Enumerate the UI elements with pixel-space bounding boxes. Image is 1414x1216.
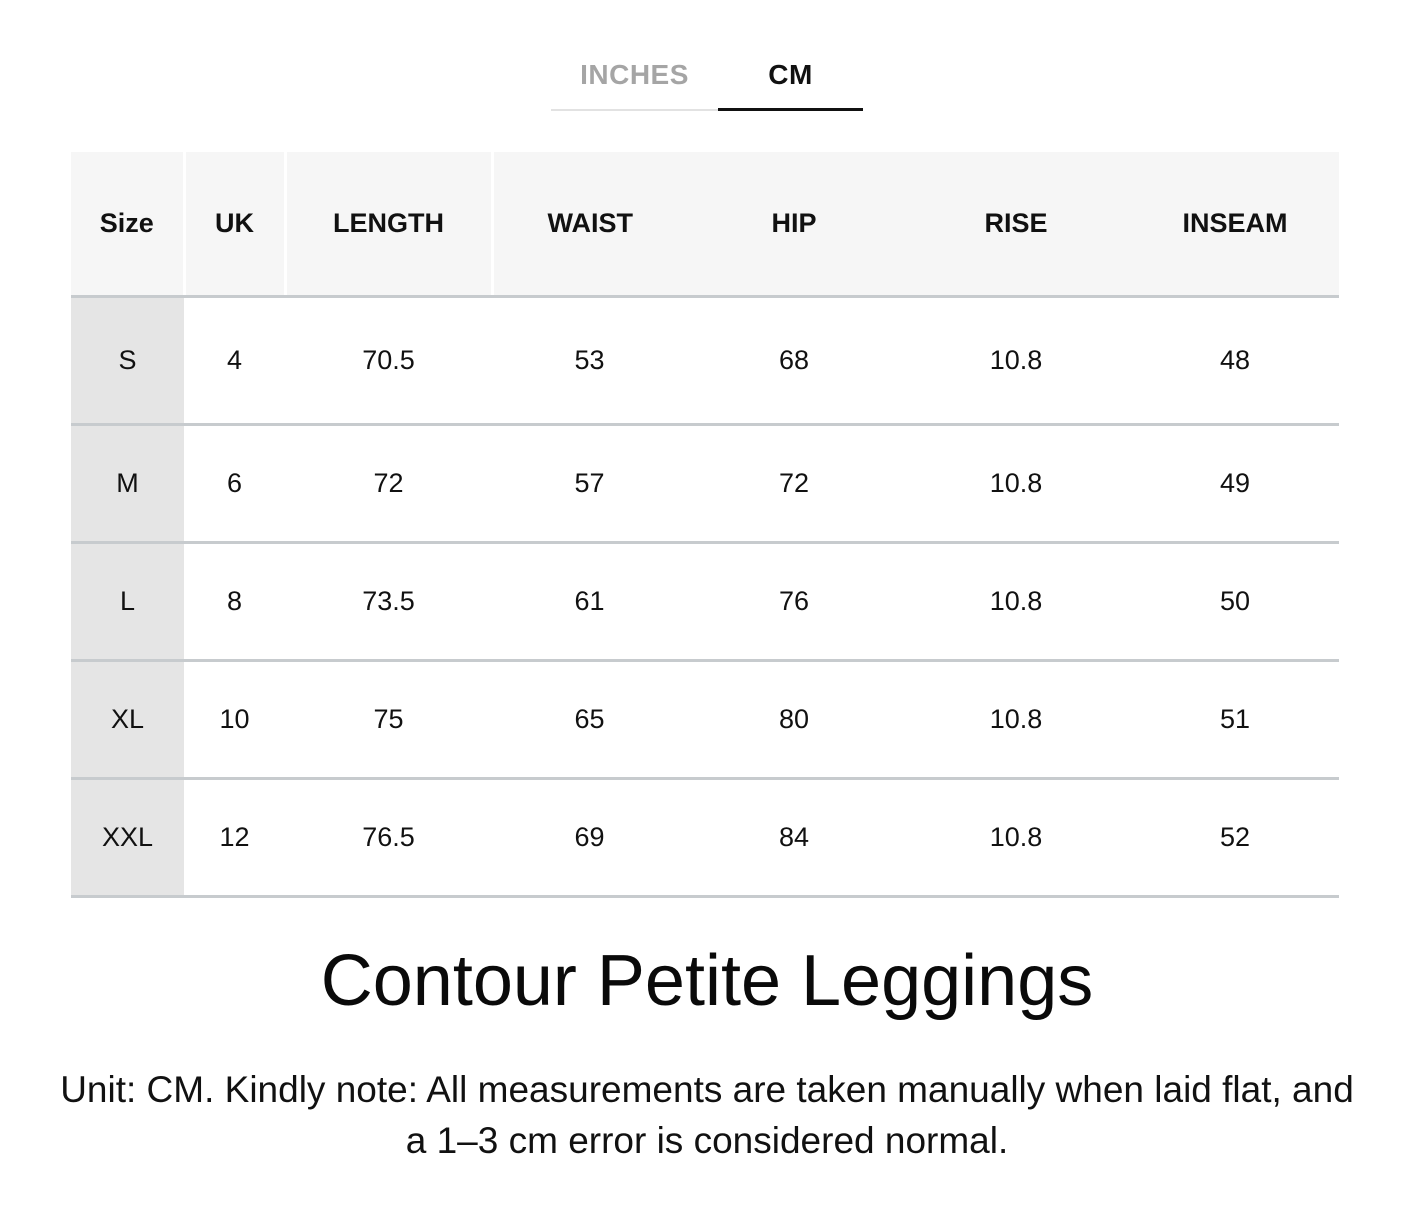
cell-hip: 76 — [687, 542, 901, 660]
tab-inches[interactable]: INCHES — [580, 59, 689, 90]
cell-size: S — [71, 296, 184, 424]
cell-inseam: 50 — [1131, 542, 1339, 660]
cell-inseam: 52 — [1131, 778, 1339, 896]
cell-inseam: 49 — [1131, 424, 1339, 542]
cell-length: 75 — [285, 660, 492, 778]
cell-waist: 57 — [492, 424, 687, 542]
cell-hip: 80 — [687, 660, 901, 778]
cell-waist: 69 — [492, 778, 687, 896]
table-row — [71, 296, 1339, 424]
cell-rise: 10.8 — [901, 778, 1131, 896]
product-title: Contour Petite Leggings — [320, 941, 1094, 1021]
cell-size: L — [71, 542, 184, 660]
cell-inseam: 51 — [1131, 660, 1339, 778]
cell-rise: 10.8 — [901, 424, 1131, 542]
measurement-note: Unit: CM. Kindly note: All measurements are taken manually when laid flat, and a 1–3 cm error is considered normal. — [60, 1069, 1354, 1161]
active-tab-underline — [718, 108, 863, 111]
header-size: Size — [71, 152, 184, 296]
cell-rise: 10.8 — [901, 296, 1131, 424]
cell-length: 70.5 — [285, 296, 492, 424]
cell-uk: 4 — [184, 296, 285, 424]
cell-rise: 10.8 — [901, 542, 1131, 660]
header-length: LENGTH — [285, 152, 492, 296]
cell-size: XL — [71, 660, 184, 778]
cell-hip: 68 — [687, 296, 901, 424]
table-row — [71, 778, 1339, 896]
cell-rise: 10.8 — [901, 660, 1131, 778]
cell-hip: 72 — [687, 424, 901, 542]
unit-tabs — [551, 50, 863, 112]
cell-waist: 53 — [492, 296, 687, 424]
cell-size: XXL — [71, 778, 184, 896]
cell-uk: 10 — [184, 660, 285, 778]
table-body — [71, 296, 1339, 896]
cell-size: M — [71, 424, 184, 542]
header-uk: UK — [184, 152, 285, 296]
cell-uk: 12 — [184, 778, 285, 896]
tab-cm[interactable]: CM — [768, 59, 813, 90]
table-row — [71, 424, 1339, 542]
cell-uk: 8 — [184, 542, 285, 660]
cell-inseam: 48 — [1131, 296, 1339, 424]
cell-waist: 65 — [492, 660, 687, 778]
cell-waist: 61 — [492, 542, 687, 660]
table-header-row — [71, 152, 1339, 296]
cell-length: 76.5 — [285, 778, 492, 896]
header-inseam: INSEAM — [1131, 152, 1339, 296]
size-chart-table — [71, 152, 1339, 898]
header-waist: WAIST — [492, 152, 687, 296]
cell-length: 73.5 — [285, 542, 492, 660]
header-hip: HIP — [687, 152, 901, 296]
cell-uk: 6 — [184, 424, 285, 542]
table-row — [71, 542, 1339, 660]
header-rise: RISE — [901, 152, 1131, 296]
cell-length: 72 — [285, 424, 492, 542]
table-row — [71, 660, 1339, 778]
cell-hip: 84 — [687, 778, 901, 896]
